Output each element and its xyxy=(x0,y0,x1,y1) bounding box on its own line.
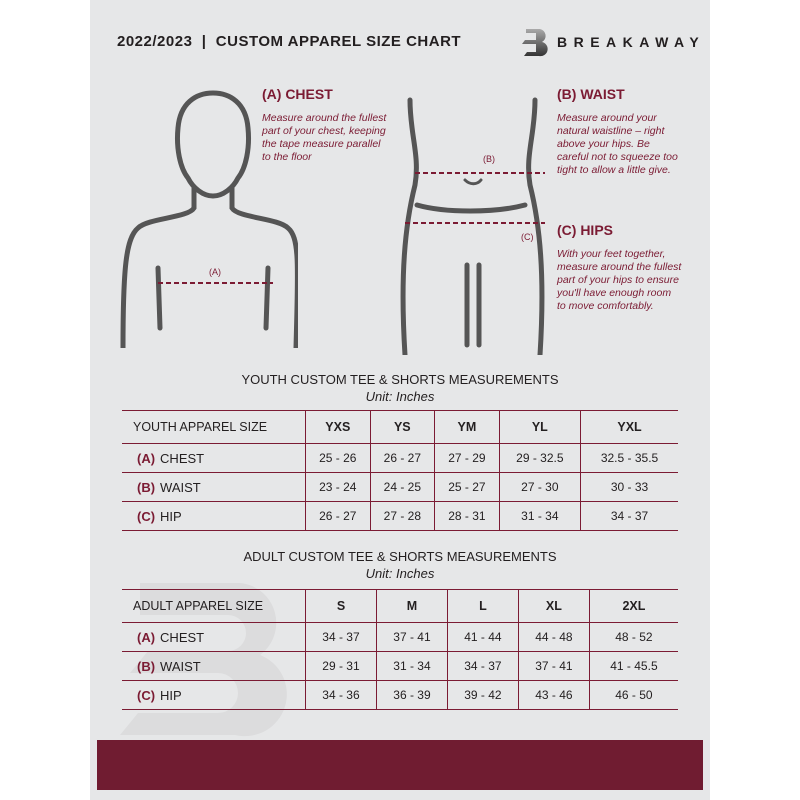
table-row xyxy=(122,652,678,681)
column-header-size: YL xyxy=(499,411,580,444)
table-cell: 36 - 39 xyxy=(376,681,447,710)
waist-heading: (B) WAIST xyxy=(557,86,625,102)
table-cell: 25 - 27 xyxy=(435,473,500,502)
row-name: HIP xyxy=(160,687,182,703)
youth-table-unit: Unit: Inches xyxy=(365,389,435,404)
adult-table-title: ADULT CUSTOM TEE & SHORTS MEASUREMENTS xyxy=(243,549,557,564)
row-name: CHEST xyxy=(160,450,205,466)
chest-heading: (A) CHEST xyxy=(262,86,333,102)
table-cell: 31 - 34 xyxy=(499,502,580,531)
table-cell: 34 - 37 xyxy=(306,623,377,652)
table-cell: 27 - 28 xyxy=(370,502,435,531)
row-name: WAIST xyxy=(160,479,201,495)
column-header-label: YOUTH APPAREL SIZE xyxy=(122,411,306,444)
table-header-row xyxy=(122,590,678,623)
table-cell: 29 - 31 xyxy=(306,652,377,681)
table-row xyxy=(122,502,678,531)
row-letter: (C) xyxy=(137,687,156,703)
table-cell: 37 - 41 xyxy=(376,623,447,652)
youth-table-title: YOUTH CUSTOM TEE & SHORTS MEASUREMENTS xyxy=(241,372,559,387)
table-header-row xyxy=(122,411,678,444)
column-header-size: YXS xyxy=(306,411,371,444)
lower-body-figure xyxy=(395,95,550,355)
breakaway-logo-icon xyxy=(520,26,552,58)
row-letter: (A) xyxy=(137,629,156,645)
row-letter: (B) xyxy=(137,658,156,674)
table-cell: 48 - 52 xyxy=(589,623,678,652)
column-header-size: L xyxy=(447,590,518,623)
table-cell: 27 - 29 xyxy=(435,444,500,473)
table-cell: 27 - 30 xyxy=(499,473,580,502)
youth-size-table xyxy=(122,410,678,531)
column-header-size: YS xyxy=(370,411,435,444)
table-row xyxy=(122,681,678,710)
table-row xyxy=(122,623,678,652)
table-cell: 34 - 37 xyxy=(447,652,518,681)
table-cell: 30 - 33 xyxy=(581,473,678,502)
table-cell: 43 - 46 xyxy=(518,681,589,710)
page-title: 2022/2023 | CUSTOM APPAREL SIZE CHART xyxy=(117,33,462,50)
table-cell: 28 - 31 xyxy=(435,502,500,531)
table-cell: 29 - 32.5 xyxy=(499,444,580,473)
table-cell: 34 - 36 xyxy=(306,681,377,710)
row-name: WAIST xyxy=(160,658,201,674)
table-cell: 41 - 44 xyxy=(447,623,518,652)
table-cell: 34 - 37 xyxy=(581,502,678,531)
row-letter: (A) xyxy=(137,450,156,466)
table-cell: 44 - 48 xyxy=(518,623,589,652)
row-label xyxy=(122,473,306,502)
row-label xyxy=(122,652,306,681)
table-cell: 41 - 45.5 xyxy=(589,652,678,681)
brand-name: BREAKAWAY xyxy=(557,34,706,50)
chest-marker: (A) xyxy=(209,267,221,277)
column-header-size: YM xyxy=(435,411,500,444)
table-cell: 23 - 24 xyxy=(306,473,371,502)
table-cell: 37 - 41 xyxy=(518,652,589,681)
table-cell: 26 - 27 xyxy=(306,502,371,531)
row-label xyxy=(122,444,306,473)
table-cell: 24 - 25 xyxy=(370,473,435,502)
column-header-size: XL xyxy=(518,590,589,623)
table-cell: 26 - 27 xyxy=(370,444,435,473)
table-cell: 32.5 - 35.5 xyxy=(581,444,678,473)
table-row xyxy=(122,473,678,502)
row-letter: (B) xyxy=(137,479,156,495)
column-header-size: YXL xyxy=(581,411,678,444)
row-label xyxy=(122,681,306,710)
row-label xyxy=(122,623,306,652)
hips-instructions: With your feet together, measure around the fullest part of your hips to ensure you'll have enough room to move comfortably. xyxy=(557,248,682,312)
table-cell: 31 - 34 xyxy=(376,652,447,681)
footer-bar xyxy=(97,740,703,790)
adult-table-unit: Unit: Inches xyxy=(365,566,435,581)
column-header-label: ADULT APPAREL SIZE xyxy=(122,590,306,623)
row-letter: (C) xyxy=(137,508,156,524)
row-label xyxy=(122,502,306,531)
adult-size-table xyxy=(122,589,678,710)
hips-marker: (C) xyxy=(521,232,534,242)
table-row xyxy=(122,444,678,473)
table-cell: 46 - 50 xyxy=(589,681,678,710)
chest-instructions: Measure around the fullest part of your chest, keeping the tape measure parallel to the floor xyxy=(262,112,387,163)
column-header-size: M xyxy=(376,590,447,623)
hips-heading: (C) HIPS xyxy=(557,222,613,238)
table-cell: 39 - 42 xyxy=(447,681,518,710)
waist-marker: (B) xyxy=(483,154,495,164)
column-header-size: S xyxy=(306,590,377,623)
column-header-size: 2XL xyxy=(589,590,678,623)
waist-instructions: Measure around your natural waistline – right above your hips. Be careful not to squeeze too tight to allow a little give. xyxy=(557,112,678,176)
row-name: HIP xyxy=(160,508,182,524)
row-name: CHEST xyxy=(160,629,205,645)
table-cell: 25 - 26 xyxy=(306,444,371,473)
